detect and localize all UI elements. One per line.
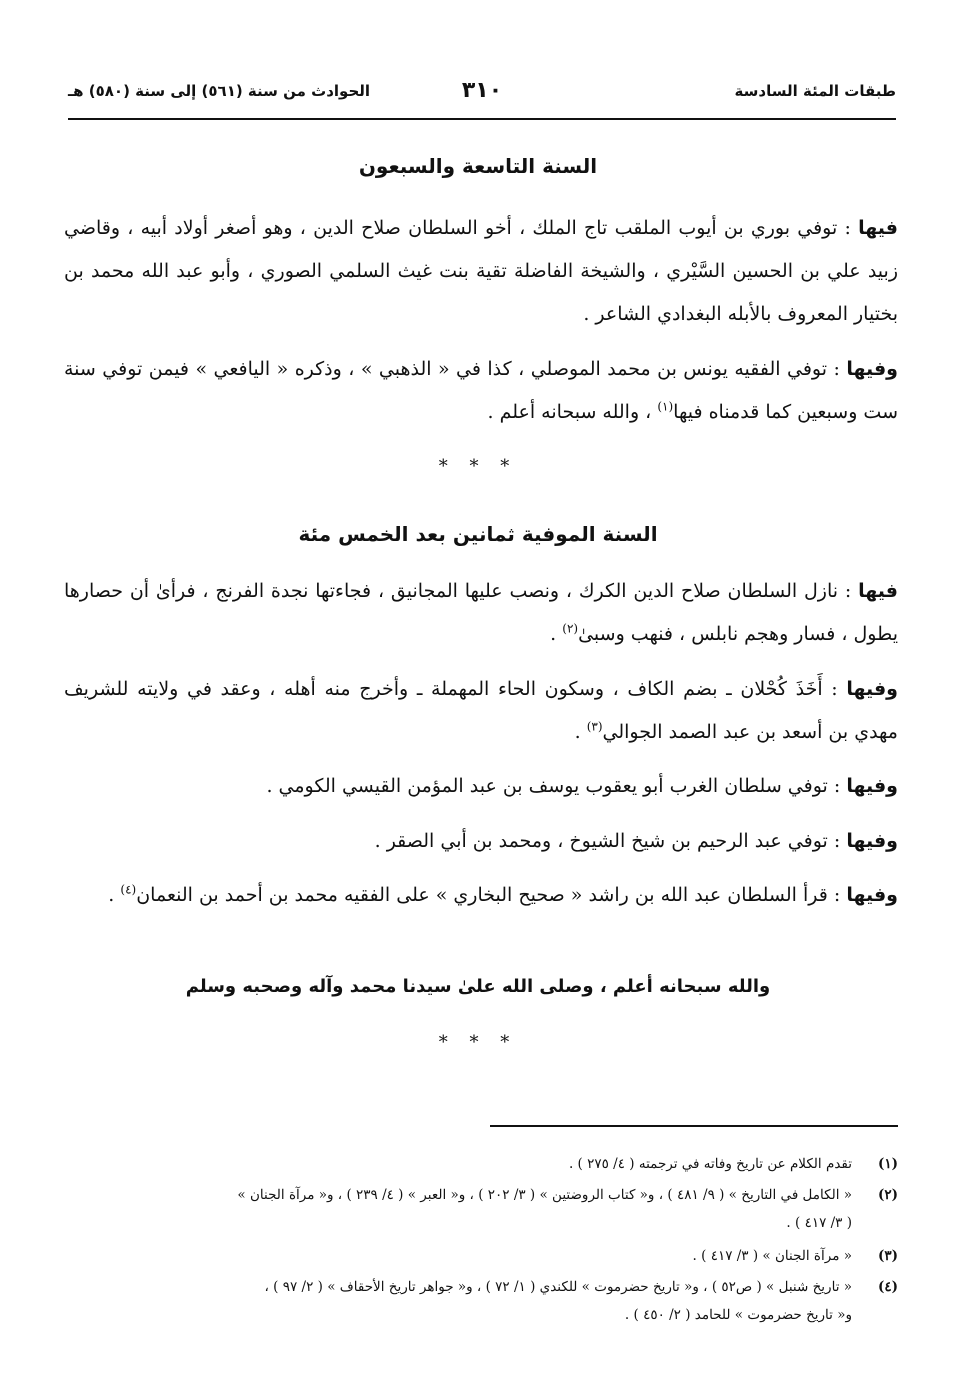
paragraph-text: : نازل السلطان صلاح الدين الكرك ، ونصب عليها المجانيق ، فجاءتها نجدة الفرنج ، فرأىٰ أن حصارها يطول ، فسار وهجم نابلس ، فنهب وسبىٰ [64,580,898,645]
paragraph-lead: فيها [858,580,898,602]
paragraph-text: : توفي الفقيه يونس بن محمد الموصلي ، كذا في « الذهبي » ، وذكره « اليافعي » فيمن توفي سنة ست وسبعين كما قدمناه فيها [64,358,898,423]
paragraph-text: : أَخَذَ كُحْلان ـ بضم الكاف ، وسكون الحاء المهملة ـ وأخرج منه أهله ، وعقد في ولايته للشريف مهدي بن أسعد بن عبد الصمد الجوالي [64,678,898,743]
paragraph [64,348,898,434]
running-header [68,78,896,106]
paragraph-lead: فيها [858,217,898,239]
footnote-text: تقدم الكلام عن تاريخ وفاته في ترجمته ( ٤/ ٢٧٥ ) . [568,1156,852,1172]
footnote-rule [490,1125,898,1127]
footnote [64,1181,898,1237]
footnote-text: « مرآة الجنان » ( ٣/ ٤١٧ ) . [692,1248,852,1264]
footnote-ref: (٣) [586,719,603,734]
paragraph [64,207,898,336]
end-separator: * * * [438,1032,518,1053]
footnote-ref: (٤) [120,882,137,897]
year-heading-579: السنة التاسعة والسبعون [358,154,598,178]
section-title: الحوادث من سنة (٥٦١) إلى سنة (٥٨٠) هـ [68,82,371,100]
paragraph-tail: . [108,884,121,906]
paragraph-lead: وفيها [846,678,898,700]
paragraph-text: : توفي سلطان الغرب أبو يعقوب يوسف بن عبد المؤمن القيسي الكومي . [266,775,847,797]
paragraph-tail: . [550,623,563,645]
paragraph-tail: ، والله سبحانه أعلم . [487,401,658,423]
book-title: طبقات المئة السادسة [734,82,896,100]
paragraph-lead: وفيها [846,884,898,906]
footnote [64,1150,898,1178]
closing-line: والله سبحانه أعلم ، وصلى الله علىٰ سيدنا محمد وآله وصحبه وسلم [185,976,771,997]
paragraph-text: : توفي بوري بن أيوب الملقب تاج الملك ، أخو السلطان صلاح الدين ، وهو أصغر أولاد أبيه ، وقاضي زبيد علي بن الحسين السَّيْري ، والشيخة الفاضلة تقية بنت غيث السلمي الصوري ، وأبو عبد الله محمد بن بختيار المعروف بالأبله البغدادي الشاعر . [64,217,898,325]
paragraph-text: : توفي عبد الرحيم بن شيخ الشيوخ ، ومحمد بن أبي الصقر . [374,830,847,852]
footnote-number: (٢) [877,1187,898,1203]
footnote-text: ( ٣/ ٤١٧ ) . [786,1215,852,1231]
year-heading-580: السنة الموفية ثمانين بعد الخمس مئة [298,522,658,546]
footnote-text: « تاريخ شنبل » ( ص٥٢ ) ، و« تاريخ حضرموت » للكندي ( ١/ ٧٢ ) ، و« جواهر تاريخ الأحقاف » ( ٢/ ٩٧ ) ، [264,1279,852,1295]
footnote-number: (٤) [877,1279,898,1295]
footnote [64,1273,898,1329]
footnote-number: (١) [877,1156,898,1172]
footnote-text: و« تاريخ حضرموت » للحامد ( ٢/ ٤٥٠ ) . [624,1307,852,1323]
paragraph-tail: . [574,721,587,743]
paragraph [64,570,898,656]
footnote-ref: (٢) [562,621,579,636]
paragraph-lead: وفيها [846,358,898,380]
paragraph-lead: وفيها [846,830,898,852]
footnote-number: (٣) [877,1248,898,1264]
footnote [64,1242,898,1270]
section-separator: * * * [438,456,518,477]
footnote-text: « الكامل في التاريخ » ( ٩/ ٤٨١ ) ، و« كتاب الروضتين » ( ٣/ ٢٠٢ ) ، و« العبر » ( ٤/ ٢٣٩ ) ، و« مرآة الجنان » [237,1187,852,1203]
footnote-ref: (١) [657,399,674,414]
paragraph [64,765,898,808]
paragraph [64,874,898,917]
paragraph [64,668,898,754]
header-rule [68,118,896,120]
paragraph-text: : قرأ السلطان عبد الله بن راشد « صحيح البخاري » على الفقيه محمد بن أحمد بن النعمان [136,884,847,906]
paragraph-lead: وفيها [846,775,898,797]
paragraph [64,820,898,863]
page-number: ٣١٠ [461,78,503,103]
